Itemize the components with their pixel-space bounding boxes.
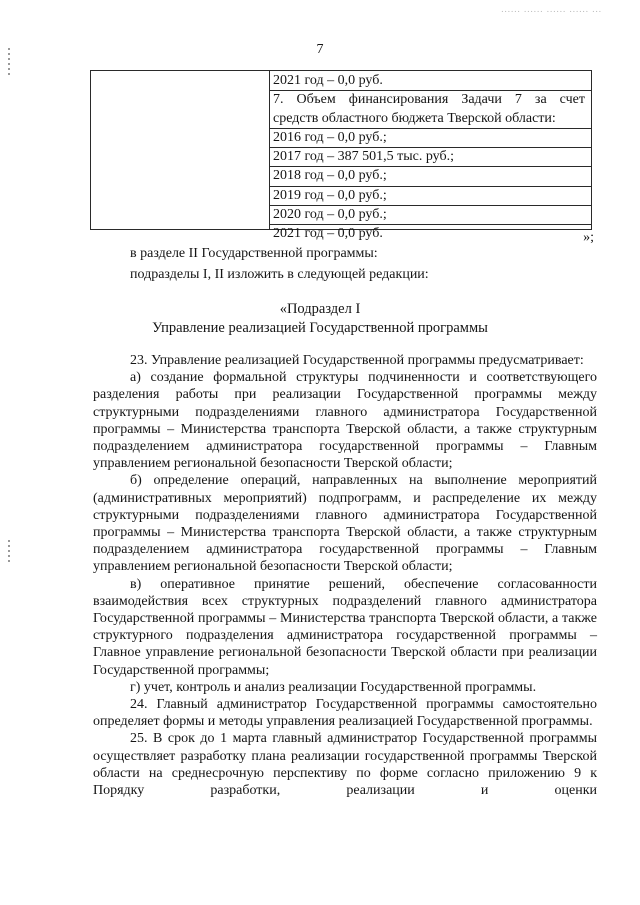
- table-left-column: [91, 71, 270, 229]
- paragraph-23: 23. Управление реализацией Государственной программы предусматривает:: [130, 353, 584, 368]
- scan-top-marks: ...... ...... ...... ...... ...: [501, 4, 602, 14]
- section-subtitle: Управление реализацией Государственной программы: [152, 320, 488, 336]
- table-row: 2021 год – 0,0 руб.: [270, 72, 591, 91]
- financing-table: [90, 70, 592, 242]
- intro-line: в разделе II Государственной программы:: [130, 246, 378, 261]
- section-title: «Подраздел I: [279, 301, 361, 317]
- intro-line: подразделы I, II изложить в следующей редакции:: [130, 267, 429, 282]
- paragraph-23b: б) определение операций, направленных на выполнение мероприятий (административных мероприятий) подпрограмм, и распределение их между структурными подразделениями главного администратора Государственной программы – Министерства транспорта Тверской области, а также структурным подразделением администратора государственной программы – Главным управлением региональной безопасности Тверской области;: [93, 473, 597, 575]
- table-row: 2020 год – 0,0 руб.;: [270, 206, 591, 225]
- paragraph-23c: в) оперативное принятие решений, обеспечение согласованности взаимодействия всех структурных подразделений главного администратора Государственной программы – Министерства транспорта Тверской области, а также структурного подразделения администратора государственной программы – Главное управление региональной безопасности Тверской области при реализации Государственной программы;: [93, 576, 597, 678]
- paragraph-23d: г) учет, контроль и анализ реализации Государственной программы.: [130, 679, 537, 695]
- paragraph-25: 25. В срок до 1 марта главный администратор Государственной программы осуществляет разработку плана реализации государственной программы Тверской области на среднесрочную перспективу по форме согласно приложению 9 к Порядку разработки, реализации и оценки: [93, 731, 597, 799]
- margin-mark-middle: [8, 540, 10, 562]
- table-row: 2018 год – 0,0 руб.;: [270, 167, 591, 186]
- table-row: 2017 год – 387 501,5 тыс. руб.;: [270, 148, 591, 167]
- table-row: 2019 год – 0,0 руб.;: [270, 187, 591, 206]
- paragraph-23a: а) создание формальной структуры подчиненности и соответствующего разделения работы при реализации Государственной программы между структурными подразделениями главного администратора Государственной программы – Министерства транспорта Тверской области, а также структурным подразделением администратора государственной программы – Главным управлением региональной безопасности Тверской области;: [93, 370, 597, 472]
- table-row: [270, 91, 591, 129]
- table-row: 2021 год – 0,0 руб.: [273, 226, 383, 242]
- page-number: 7: [316, 42, 324, 57]
- body-text: [93, 352, 597, 799]
- table-row: 2016 год – 0,0 руб.;: [270, 129, 591, 148]
- table-right-column: [270, 71, 591, 242]
- table-row-line: 7. Объем финансирования Задачи 7 за счет: [273, 92, 585, 108]
- closing-quote: »;: [583, 230, 594, 245]
- paragraph-24: 24. Главный администратор Государственной программы самостоятельно определяет формы и методы управления реализацией Государственной программы.: [93, 697, 597, 730]
- table-row-line: средств областного бюджета Тверской области:: [273, 110, 556, 126]
